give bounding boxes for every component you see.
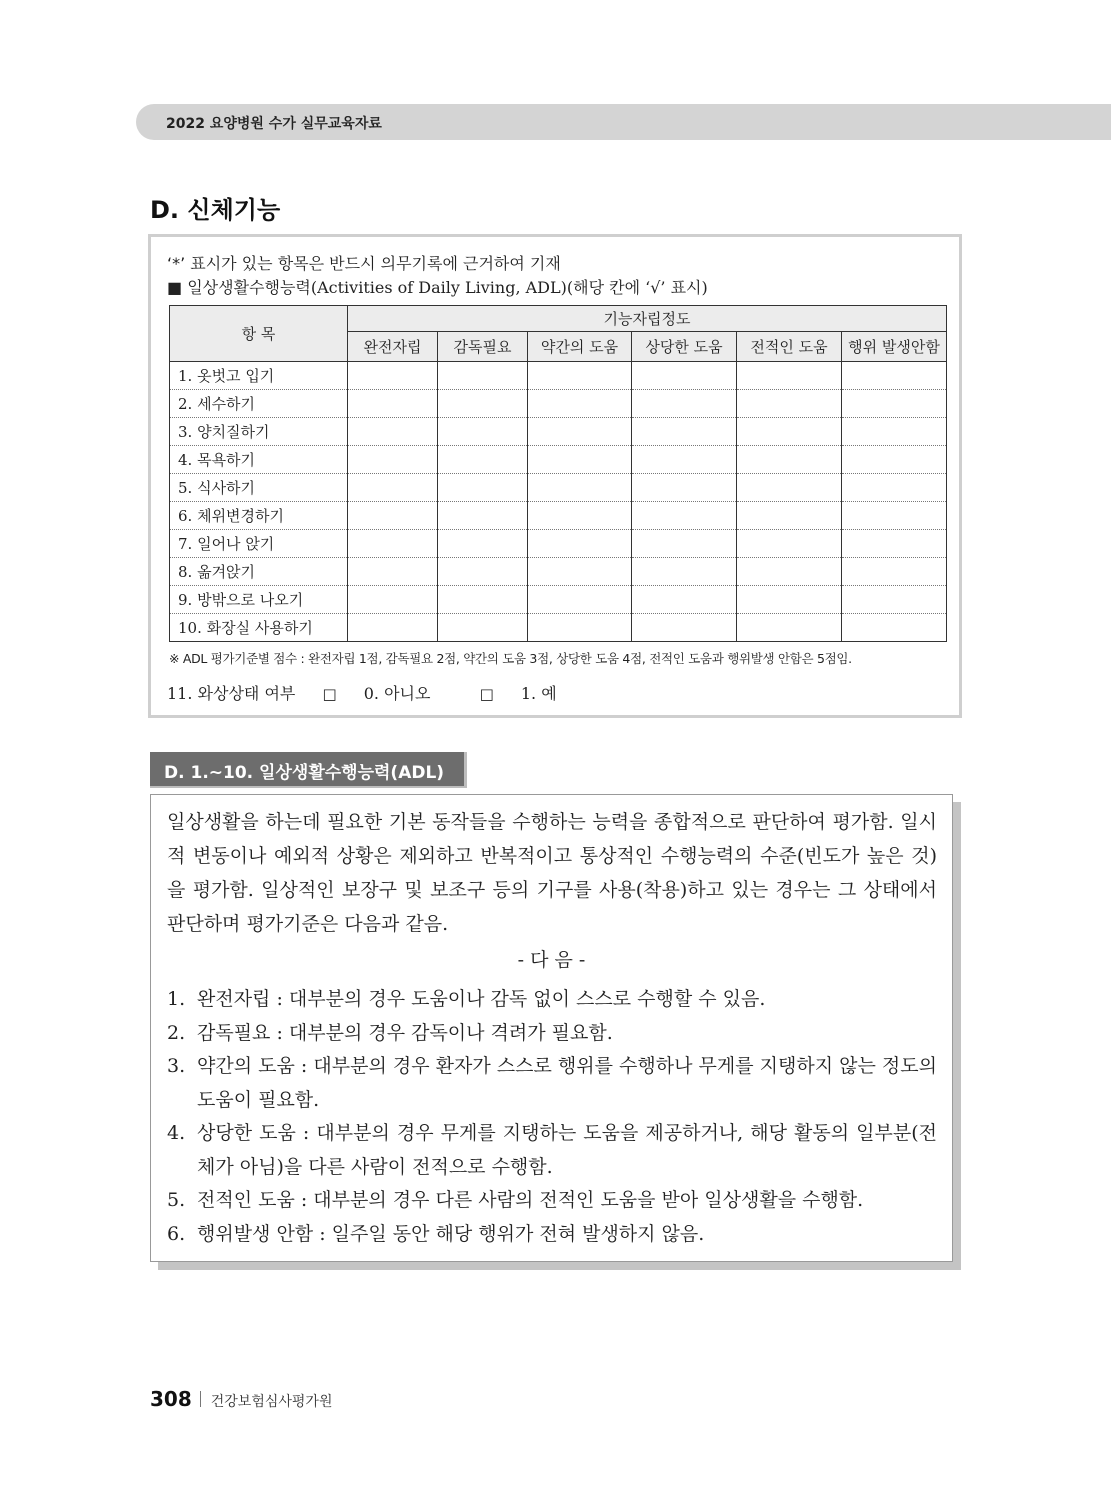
check-cell[interactable] [438, 390, 528, 418]
criteria-text: 전적인 도움 : 대부분의 경우 다른 사람의 전적인 도움을 받아 일상생활을 수행함. [197, 1189, 864, 1211]
adl-item-label: 3. 양치질하기 [170, 418, 348, 446]
check-cell[interactable] [528, 446, 632, 474]
table-row [170, 418, 947, 446]
check-cell[interactable] [348, 558, 438, 586]
footer-organization: 건강보험심사평가원 [210, 1394, 333, 1410]
criteria-number: 2. [167, 1021, 186, 1044]
check-cell[interactable] [348, 390, 438, 418]
check-cell[interactable] [842, 558, 947, 586]
check-cell[interactable] [438, 362, 528, 390]
check-cell[interactable] [528, 614, 632, 642]
adl-instruction [167, 275, 708, 298]
adl-table [169, 305, 947, 642]
criteria-number: 4. [167, 1122, 186, 1144]
adl-item-label: 8. 옮겨앉기 [170, 558, 348, 586]
adl-item-label: 9. 방밖으로 나오기 [170, 586, 348, 614]
check-cell[interactable] [737, 474, 842, 502]
table-row [170, 474, 947, 502]
list-item [167, 1017, 937, 1051]
description-paragraph: 일상생활을 하는데 필요한 기본 동작들을 수행하는 능력을 종합적으로 판단하여 평가함. 일시적 변동이나 예외적 상황은 제외하고 반복적이고 통상적인 수행능력의 수준(빈도가 높은 것)을 평가함. 일상적인 보장구 및 보조구 등의 기구를 사용(착용)하고 있는 경우는 그 상태에서 판단하며 평가기준은 다음과 같음. [167, 811, 937, 935]
check-cell[interactable] [438, 446, 528, 474]
bedridden-option-yes[interactable] [480, 684, 579, 703]
criteria-number: 6. [167, 1222, 186, 1245]
record-note: ‘*’ 표시가 있는 항목은 반드시 의무기록에 근거하여 기재 [167, 254, 561, 273]
check-cell[interactable] [438, 530, 528, 558]
check-cell[interactable] [348, 362, 438, 390]
checkbox-icon[interactable]: □ [322, 685, 337, 703]
level-column-header: 감독필요 [438, 332, 528, 362]
check-cell[interactable] [438, 502, 528, 530]
criteria-number: 3. [167, 1055, 186, 1077]
section-title: D. 신체기능 [150, 196, 281, 224]
adl-form-box [148, 234, 962, 718]
check-cell[interactable] [632, 530, 737, 558]
table-row [170, 502, 947, 530]
adl-item-label: 2. 세수하기 [170, 390, 348, 418]
check-cell[interactable] [438, 474, 528, 502]
check-cell[interactable] [842, 362, 947, 390]
check-cell[interactable] [632, 418, 737, 446]
check-cell[interactable] [737, 614, 842, 642]
description-box [150, 794, 953, 1262]
option-no-label: 0. 아니오 [363, 684, 431, 703]
bedridden-label: 11. 와상상태 여부 [167, 684, 296, 703]
check-cell[interactable] [528, 530, 632, 558]
check-cell[interactable] [632, 474, 737, 502]
list-item [167, 1050, 937, 1117]
check-cell[interactable] [528, 390, 632, 418]
subsection-tab [150, 752, 467, 788]
page-number: 308 [150, 1387, 192, 1411]
check-cell[interactable] [737, 418, 842, 446]
criteria-text: 행위발생 안함 : 일주일 동안 해당 행위가 전혀 발생하지 않음. [197, 1222, 705, 1245]
check-cell[interactable] [737, 390, 842, 418]
list-item [167, 1184, 937, 1218]
criteria-text: 상당한 도움 : 대부분의 경우 무게를 지탱하는 도움을 제공하거나, 해당 활동의 일부분(전체가 아님)을 다른 사람이 전적으로 수행함. [197, 1122, 937, 1178]
criteria-text: 완전자립 : 대부분의 경우 도움이나 감독 없이 스스로 수행할 수 있음. [197, 988, 766, 1010]
check-cell[interactable] [737, 530, 842, 558]
adl-instruction-text: 일상생활수행능력(Activities of Daily Living, ADL)(해당 칸에 ‘√’ 표시) [187, 278, 708, 297]
check-cell[interactable] [842, 446, 947, 474]
check-cell[interactable] [438, 558, 528, 586]
bedridden-option-no[interactable] [322, 684, 452, 703]
criteria-number: 5. [167, 1189, 186, 1211]
check-cell[interactable] [348, 502, 438, 530]
level-column-header: 전적인 도움 [737, 332, 842, 362]
adl-item-label: 1. 옷벗고 입기 [170, 362, 348, 390]
adl-item-label: 10. 화장실 사용하기 [170, 614, 348, 642]
check-cell[interactable] [842, 390, 947, 418]
table-row [170, 614, 947, 642]
table-row [170, 390, 947, 418]
criteria-list [167, 983, 937, 1251]
check-cell[interactable] [348, 446, 438, 474]
check-cell[interactable] [737, 586, 842, 614]
list-item [167, 983, 937, 1017]
check-cell[interactable] [348, 474, 438, 502]
check-cell[interactable] [632, 558, 737, 586]
check-cell[interactable] [842, 474, 947, 502]
check-cell[interactable] [842, 502, 947, 530]
check-cell[interactable] [528, 586, 632, 614]
criteria-text: 감독필요 : 대부분의 경우 감독이나 격려가 필요함. [197, 1021, 613, 1044]
function-level-header: 기능자립정도 [348, 306, 947, 332]
criteria-number: 1. [167, 988, 186, 1010]
square-bullet-icon: ■ [167, 278, 183, 297]
adl-item-label: 6. 체위변경하기 [170, 502, 348, 530]
check-cell[interactable] [528, 558, 632, 586]
list-item [167, 1117, 937, 1184]
header-title: 2022 요양병원 수가 실무교육자료 [166, 116, 382, 132]
check-cell[interactable] [737, 502, 842, 530]
item-column-header: 항 목 [170, 306, 348, 362]
subsection-title: D. 1.~10. 일상생활수행능력(ADL) [164, 763, 445, 783]
check-cell[interactable] [632, 390, 737, 418]
check-cell[interactable] [737, 558, 842, 586]
check-cell[interactable] [842, 530, 947, 558]
check-cell[interactable] [632, 502, 737, 530]
check-cell[interactable] [842, 586, 947, 614]
check-cell[interactable] [528, 502, 632, 530]
checkbox-icon[interactable]: □ [479, 685, 494, 703]
check-cell[interactable] [348, 530, 438, 558]
level-column-header: 완전자립 [348, 332, 438, 362]
check-cell[interactable] [438, 586, 528, 614]
daum-divider: - 다 음 - [517, 949, 586, 971]
level-column-header: 상당한 도움 [632, 332, 737, 362]
score-note: ※ ADL 평가기준별 점수 : 완전자립 1점, 감독필요 2점, 약간의 도움 3점, 상당한 도움 4점, 전적인 도움과 행위발생 안함은 5점임. [169, 651, 852, 666]
list-item [167, 1218, 937, 1252]
check-cell[interactable] [528, 418, 632, 446]
table-row [170, 446, 947, 474]
criteria-text: 약간의 도움 : 대부분의 경우 환자가 스스로 행위를 수행하나 무게를 지탱하지 않는 정도의 도움이 필요함. [197, 1055, 937, 1111]
footer-separator [200, 1391, 201, 1407]
check-cell[interactable] [528, 362, 632, 390]
check-cell[interactable] [737, 446, 842, 474]
bedridden-question [167, 681, 601, 704]
check-cell[interactable] [438, 614, 528, 642]
check-cell[interactable] [348, 586, 438, 614]
adl-item-label: 4. 목욕하기 [170, 446, 348, 474]
footer [150, 1387, 332, 1411]
table-row [170, 530, 947, 558]
check-cell[interactable] [438, 418, 528, 446]
check-cell[interactable] [528, 474, 632, 502]
check-cell[interactable] [348, 614, 438, 642]
check-cell[interactable] [737, 362, 842, 390]
header-bar [136, 104, 1111, 140]
option-yes-label: 1. 예 [520, 684, 557, 703]
table-row [170, 362, 947, 390]
check-cell[interactable] [842, 614, 947, 642]
check-cell[interactable] [842, 418, 947, 446]
level-column-header: 약간의 도움 [528, 332, 632, 362]
check-cell[interactable] [632, 586, 737, 614]
table-row [170, 586, 947, 614]
check-cell[interactable] [348, 418, 438, 446]
adl-item-label: 7. 일어나 앉기 [170, 530, 348, 558]
adl-item-label: 5. 식사하기 [170, 474, 348, 502]
table-row [170, 558, 947, 586]
check-cell[interactable] [632, 362, 737, 390]
check-cell[interactable] [632, 446, 737, 474]
check-cell[interactable] [632, 614, 737, 642]
level-column-header: 행위 발생안함 [842, 332, 947, 362]
